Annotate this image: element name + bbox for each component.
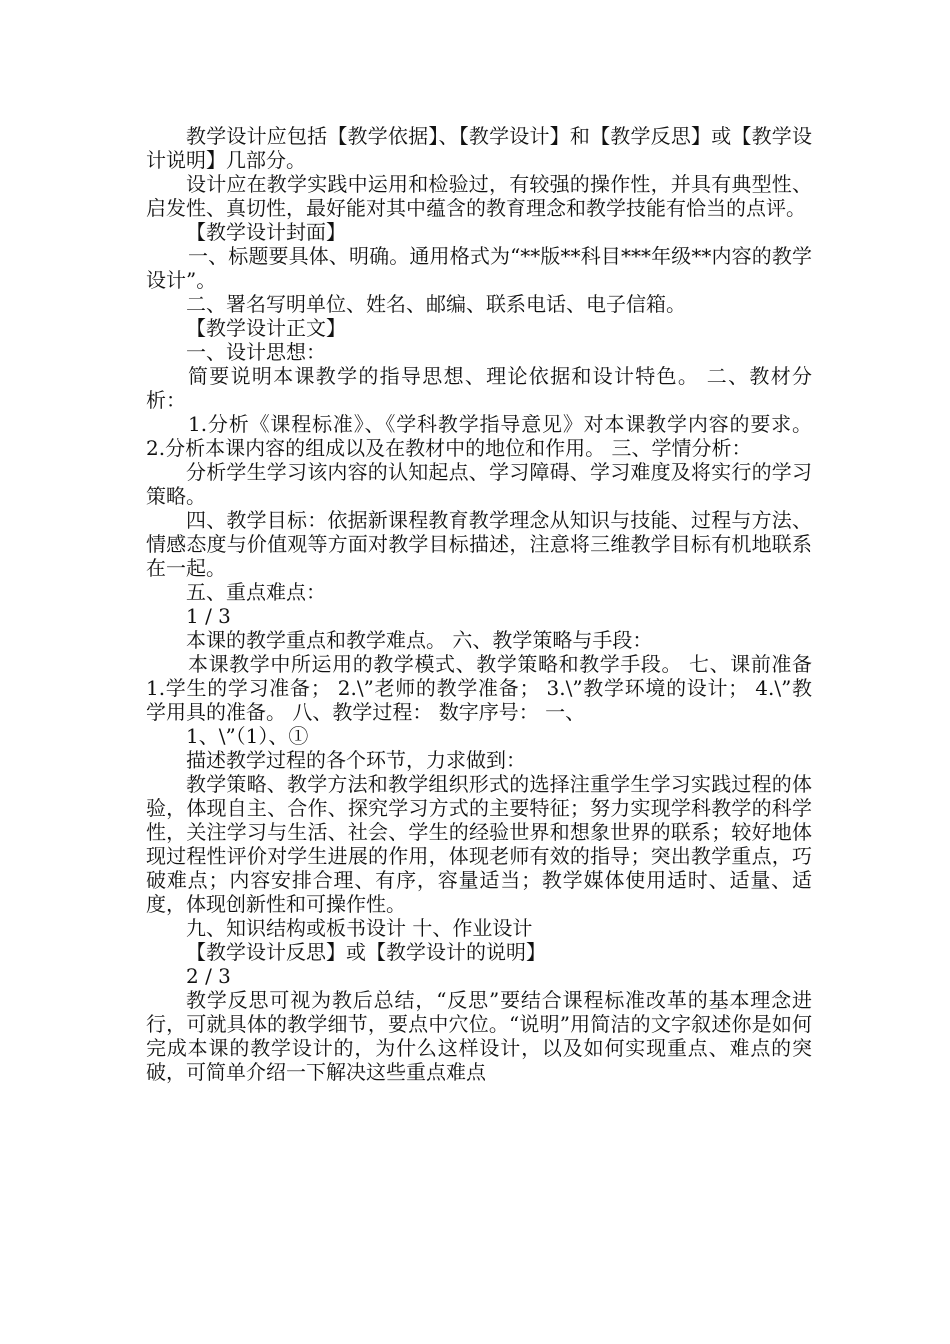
paragraph-intro: 教学设计应包括【教学依据】、【教学设计】和【教学反思】或【教学设计说明】几部分。 (146, 124, 812, 172)
paragraph-material-analysis: 1.分析《课程标准》、《学科教学指导意见》对本课教学内容的要求。 2.分析本课内容的组成以及在教材中的地位和作用。 三、学情分析： (146, 412, 812, 460)
paragraph-design-idea: 简要说明本课教学的指导思想、理论依据和设计特色。 二、教材分析： (146, 364, 812, 412)
paragraph-reflection: 教学反思可视为教后总结，“反思”要结合课程标准改革的基本理念进行，可就具体的教学细节，要点中穴位。“说明”用简洁的文字叙述你是如何完成本课的教学设计的，为什么这样设计，以及如何实现重点、难点的突破，可简单介绍一下解决这些重点难点 (146, 988, 812, 1084)
heading-key-points: 五、重点难点： (186, 580, 326, 604)
heading-cover: 【教学设计封面】 (186, 220, 346, 244)
paragraph-teaching-goals: 四、教学目标：依据新课程教育教学理念从知识与技能、过程与方法、情感态度与价值观等方面对教学目标描述，注意将三维教学目标有机地联系在一起。 (146, 508, 812, 580)
paragraph-process-detail: 教学策略、教学方法和教学组织形式的选择注重学生学习实践过程的体验，体现自主、合作、探究学习方式的主要特征；努力实现学科教学的科学性，关注学习与生活、社会、学生的经验世界和想象世界的联系；较好地体现过程性评价对学生进展的作用，体现老师有效的指导；突出教学重点，巧破难点；内容安排合理、有序，容量适当；教学媒体使用适时、适量、适度，体现创新性和可操作性。 (146, 772, 812, 916)
paragraph-strategy-preparation: 本课教学中所运用的教学模式、教学策略和教学手段。 七、课前准备 1.学生的学习准备； 2.\”老师的教学准备； 3.\”教学环境的设计； 4.\”教学用具的准备。 八、教学过程： 数字序号： 一、 (146, 652, 812, 724)
paragraph-title-format: 一、标题要具体、明确。通用格式为“**版**科目***年级**内容的教学设计”。 (146, 244, 812, 292)
heading-body: 【教学设计正文】 (186, 316, 346, 340)
paragraph-board-homework: 九、知识结构或板书设计 十、作业设计 (186, 916, 533, 940)
paragraph-process-intro: 描述教学过程的各个环节，力求做到： (186, 748, 526, 772)
paragraph-numbering: 1、\”（1）、① (186, 724, 309, 748)
paragraph-student-analysis: 分析学生学习该内容的认知起点、学习障碍、学习难度及将实行的学习策略。 (146, 460, 812, 508)
page-number-1: 1 / 3 (186, 604, 231, 628)
heading-reflection: 【教学设计反思】或【教学设计的说明】 (186, 940, 546, 964)
paragraph-requirements: 设计应在教学实践中运用和检验过，有较强的操作性，并具有典型性、启发性、真切性，最好能对其中蕴含的教育理念和教学技能有恰当的点评。 (146, 172, 812, 220)
heading-design-idea: 一、设计思想： (186, 340, 326, 364)
page-number-2: 2 / 3 (186, 964, 231, 988)
document-page (146, 124, 812, 1084)
paragraph-key-points: 本课的教学重点和教学难点。 六、教学策略与手段： (186, 628, 653, 652)
paragraph-signature: 二、署名写明单位、姓名、邮编、联系电话、电子信箱。 (186, 292, 686, 316)
